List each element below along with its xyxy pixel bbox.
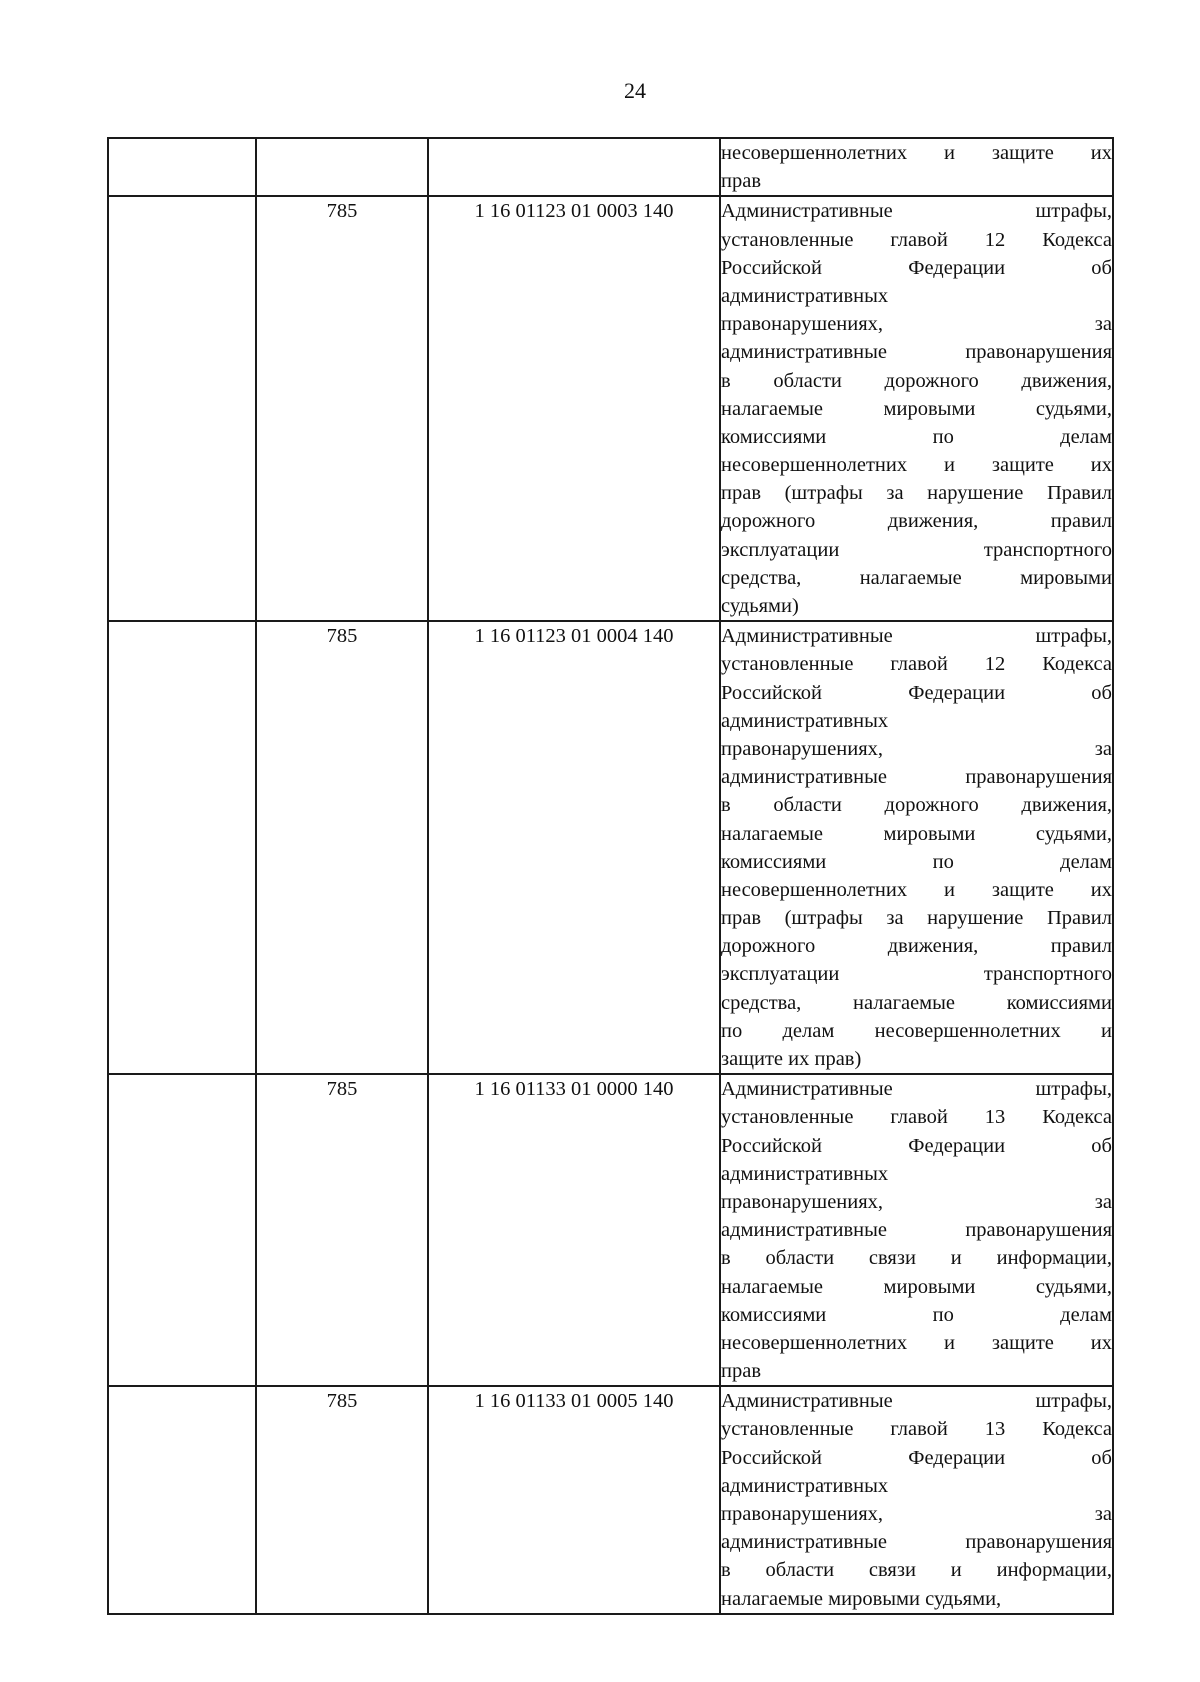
description-cell bbox=[720, 138, 1113, 196]
administrator-code-cell: 785 bbox=[256, 1386, 428, 1614]
description-line: дорожного движения, правил bbox=[721, 510, 1112, 533]
description-line: установленные главой 12 Кодекса bbox=[721, 653, 1112, 676]
description-cell bbox=[720, 1386, 1113, 1614]
description-line: комиссиями по делам bbox=[721, 1303, 1112, 1326]
description-line: Российской Федерации об bbox=[721, 256, 1112, 279]
empty-cell bbox=[108, 196, 256, 621]
description-line: административные правонарушения bbox=[721, 341, 1112, 364]
description-line: установленные главой 13 Кодекса bbox=[721, 1418, 1112, 1441]
administrator-code-cell: 785 bbox=[256, 1074, 428, 1386]
description-line: установленные главой 12 Кодекса bbox=[721, 228, 1112, 251]
description-line: Российской Федерации об bbox=[721, 1446, 1112, 1469]
table-row bbox=[108, 1074, 1113, 1386]
description-line: несовершеннолетних и защите их bbox=[721, 454, 1112, 477]
description-line: правонарушениях, за bbox=[721, 737, 1112, 760]
description-line: комиссиями по делам bbox=[721, 850, 1112, 873]
description-line: правонарушениях, за bbox=[721, 1190, 1112, 1213]
table-row bbox=[108, 1386, 1113, 1614]
empty-cell bbox=[108, 1386, 256, 1614]
description-line: Административные штрафы, bbox=[721, 1390, 1112, 1413]
description-line: средства, налагаемые комиссиями bbox=[721, 991, 1112, 1014]
description-line: Российской Федерации об bbox=[721, 1134, 1112, 1157]
table-row bbox=[108, 138, 1113, 196]
budget-classification-table bbox=[107, 137, 1114, 1615]
description-line: установленные главой 13 Кодекса bbox=[721, 1106, 1112, 1129]
description-line: налагаемые мировыми судьями, bbox=[721, 1587, 1002, 1610]
description-line: в области связи и информации, bbox=[721, 1559, 1112, 1582]
description-line: эксплуатации транспортного bbox=[721, 963, 1112, 986]
administrator-code-cell: 785 bbox=[256, 196, 428, 621]
description-line: в области дорожного движения, bbox=[721, 369, 1112, 392]
description-line: административных bbox=[721, 709, 889, 732]
description-line: несовершеннолетних и защите их bbox=[721, 1331, 1112, 1354]
table-body bbox=[108, 138, 1113, 1614]
description-line: дорожного движения, правил bbox=[721, 935, 1112, 958]
description-line: комиссиями по делам bbox=[721, 425, 1112, 448]
description-line: административные правонарушения bbox=[721, 1219, 1112, 1242]
budget-classification-code-cell: 1 16 01133 01 0005 140 bbox=[428, 1386, 720, 1614]
description-line: защите их прав) bbox=[721, 1048, 862, 1070]
description-line: прав bbox=[721, 1360, 761, 1383]
administrator-code-cell bbox=[256, 138, 428, 196]
description-line: несовершеннолетних и защите их bbox=[721, 142, 1112, 164]
page-number: 24 bbox=[624, 78, 646, 103]
table-row bbox=[108, 621, 1113, 1074]
budget-classification-code-cell: 1 16 01133 01 0000 140 bbox=[428, 1074, 720, 1386]
description-line: административных bbox=[721, 1474, 889, 1497]
budget-classification-code-cell: 1 16 01123 01 0003 140 bbox=[428, 196, 720, 621]
description-line: налагаемые мировыми судьями, bbox=[721, 822, 1112, 845]
description-line: прав (штрафы за нарушение Правил bbox=[721, 482, 1112, 505]
description-line: прав (штрафы за нарушение Правил bbox=[721, 907, 1112, 930]
description-cell bbox=[720, 196, 1113, 621]
description-line: административные правонарушения bbox=[721, 766, 1112, 789]
description-line: в области связи и информации, bbox=[721, 1247, 1112, 1270]
description-cell bbox=[720, 621, 1113, 1074]
description-line: Административные штрафы, bbox=[721, 200, 1112, 223]
description-line: административных bbox=[721, 284, 889, 307]
description-line: административных bbox=[721, 1162, 889, 1185]
description-line: по делам несовершеннолетних и bbox=[721, 1019, 1112, 1042]
description-line: прав bbox=[721, 170, 761, 193]
description-line: административные правонарушения bbox=[721, 1531, 1112, 1554]
budget-classification-code-cell: 1 16 01123 01 0004 140 bbox=[428, 621, 720, 1074]
description-line: налагаемые мировыми судьями, bbox=[721, 1275, 1112, 1298]
description-line: налагаемые мировыми судьями, bbox=[721, 397, 1112, 420]
description-line: правонарушениях, за bbox=[721, 313, 1112, 336]
description-line: несовершеннолетних и защите их bbox=[721, 878, 1112, 901]
description-line: Административные штрафы, bbox=[721, 625, 1112, 648]
budget-classification-code-cell bbox=[428, 138, 720, 196]
table-row bbox=[108, 196, 1113, 621]
description-line: Административные штрафы, bbox=[721, 1078, 1112, 1101]
description-line: правонарушениях, за bbox=[721, 1503, 1112, 1525]
empty-cell bbox=[108, 1074, 256, 1386]
description-line: судьями) bbox=[721, 595, 799, 617]
description-line: средства, налагаемые мировыми bbox=[721, 566, 1112, 589]
description-cell bbox=[720, 1074, 1113, 1386]
description-line: в области дорожного движения, bbox=[721, 794, 1112, 817]
empty-cell bbox=[108, 621, 256, 1074]
description-line: Российской Федерации об bbox=[721, 681, 1112, 704]
administrator-code-cell: 785 bbox=[256, 621, 428, 1074]
empty-cell bbox=[108, 138, 256, 196]
description-line: эксплуатации транспортного bbox=[721, 538, 1112, 561]
